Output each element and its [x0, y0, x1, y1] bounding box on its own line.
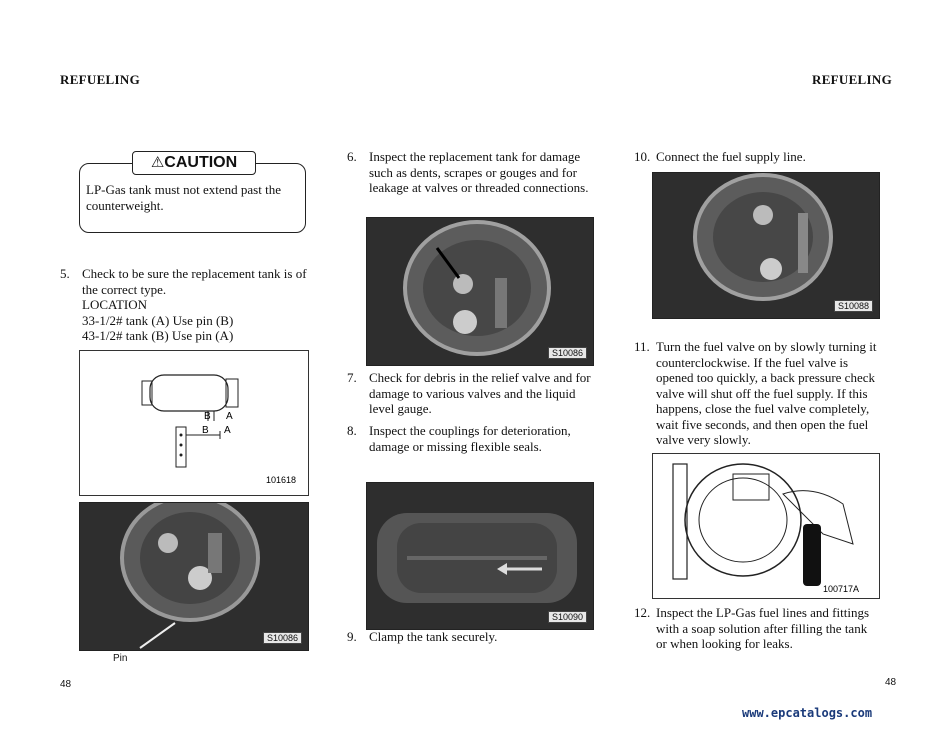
step-line: Check for debris in the relief valve and for — [369, 370, 591, 385]
step-line: valve will shut off the fuel supply. If this — [656, 385, 868, 401]
label-a2: A — [224, 425, 231, 436]
step-line: LOCATION — [82, 297, 147, 312]
tank-location-diagram — [79, 350, 309, 496]
step-line: damage to various valves and the liquid — [369, 385, 576, 401]
step-number: 12. — [634, 605, 651, 620]
step-7 — [347, 370, 615, 417]
step-line: counterclockwise. If the fuel valve is — [656, 354, 849, 370]
step-line: Clamp the tank securely. — [369, 629, 498, 644]
watermark-url[interactable]: www.epcatalogs.com — [742, 706, 873, 720]
step-line: leakage at valves or threaded connections. — [369, 180, 589, 195]
step-line: Connect the fuel supply line. — [656, 149, 806, 164]
photo-code: S10090 — [548, 611, 587, 623]
caution-label: CAUTION — [164, 154, 238, 171]
photo-couplings — [366, 482, 594, 630]
step-line: Inspect the replacement tank for damage — [369, 149, 581, 164]
step-10 — [634, 149, 902, 165]
step-6 — [347, 149, 615, 196]
photo-code: S10086 — [263, 632, 302, 644]
step-line: happens, close the fuel valve completely, — [656, 401, 870, 416]
step-line: opened too quickly, a back pressure check — [656, 370, 875, 385]
photo-code: S10086 — [548, 347, 587, 359]
step-line: Inspect the couplings for deterioration, — [369, 423, 571, 438]
step-line: valve very slowly. — [656, 432, 751, 447]
step-number: 10. — [634, 149, 651, 164]
step-9 — [347, 629, 615, 645]
step-12 — [634, 605, 902, 652]
step-line: Turn the fuel valve on by slowly turning it — [656, 339, 877, 354]
step-number: 11. — [634, 339, 650, 354]
step-line: the correct type. — [82, 281, 167, 297]
step-line: or when looking for leaks. — [656, 636, 793, 651]
figure-code: 100717A — [823, 584, 860, 594]
step-11 — [634, 339, 902, 448]
page-header-right: REFUELING — [812, 72, 892, 87]
step-8 — [347, 423, 615, 454]
photo-tank-pin — [79, 502, 309, 651]
step-line: damage or missing flexible seals. — [369, 438, 542, 454]
soap-test-drawing — [653, 454, 879, 598]
step-line: 33-1/2# tank (A) Use pin (B) — [82, 312, 234, 328]
step-5 — [60, 266, 320, 344]
step-number: 7. — [347, 370, 357, 385]
step-number: 8. — [347, 423, 357, 438]
soap-test-diagram — [652, 453, 880, 599]
step-line: 43-1/2# tank (B) Use pin (A) — [82, 328, 234, 343]
label-b1: B — [204, 411, 211, 422]
step-number: 6. — [347, 149, 357, 164]
page-number-right: 48 — [885, 677, 897, 688]
page-number-left: 48 — [60, 679, 72, 690]
warning-triangle-icon: ⚠ — [150, 154, 165, 171]
step-line: Inspect the LP-Gas fuel lines and fittings — [656, 605, 870, 620]
pin-caption: Pin — [113, 653, 128, 664]
step-number: 9. — [347, 629, 357, 644]
photo-code: S10088 — [834, 300, 873, 312]
label-b2: B — [202, 425, 209, 436]
step-line: level gauge. — [369, 401, 432, 416]
photo-fuel-line — [652, 172, 880, 319]
step-number: 5. — [60, 266, 70, 281]
tank-diagram-drawing — [80, 351, 308, 495]
step-line: wait five seconds, and then open the fuel — [656, 416, 869, 432]
page-header-left: REFUELING — [60, 72, 140, 87]
caution-label-box — [132, 151, 256, 175]
step-line: with a soap solution after filling the tank — [656, 620, 868, 636]
caution-text: LP-Gas tank must not extend past the counterweight. — [86, 182, 281, 213]
step-line: such as dents, scrapes or gouges and for — [369, 164, 577, 180]
photo-inspect-tank — [366, 217, 594, 366]
step-line: Check to be sure the replacement tank is of — [82, 266, 307, 281]
figure-code: 101618 — [266, 475, 297, 485]
label-a1: A — [226, 411, 233, 422]
